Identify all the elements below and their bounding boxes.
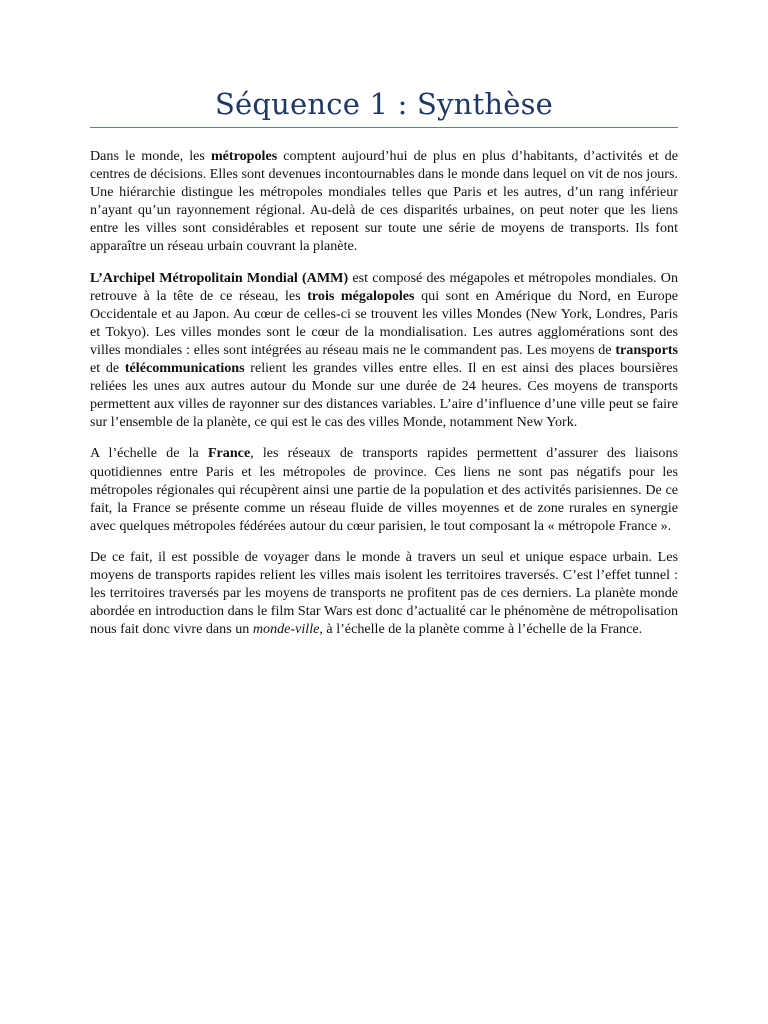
paragraph-text: comptent aujourd’hui de plus en plus d’habitants, d’activités et de centres de décisions. Elles sont devenues incontournables dans le monde dans lequel on vit de nos jours. Une hiérarchie distingue les métropoles mondiales telles que Paris et les autres, d’un rang inférieur n’ayant qu’un rayonnement régional. Au-delà de ces disparités urbaines, on peut noter que les liens entre les villes sont considérables et reposent sur toute une série de moyens de transports. Ils font apparaître un réseau urbain couvrant la planète. bbox=[90, 148, 678, 255]
bold-term: trois mégalopoles bbox=[307, 287, 415, 304]
paragraph-text: , les réseaux de transports rapides permettent d’assurer des liaisons quotidiennes entre Paris et les métropoles de province. Ces liens ne sont pas négatifs pour les métropoles régionales qui récupèrent ainsi une partie de la population et des activités parisiennes. De ce fait, la France se présente comme un réseau fluide de villes moyennes et de zone rurales en synergie avec quelques métropoles fédérées autour du cœur parisien, le tout composant la « métropole France ». bbox=[90, 445, 678, 534]
paragraph-text: est composé des mégapoles et métropoles mondiales. On retrouve à la tête de ce réseau, les bbox=[90, 269, 678, 304]
italic-term: monde-ville bbox=[252, 621, 320, 638]
paragraph-text: relient les grandes villes entre elles. Il en est ainsi des places boursières reliées les unes aux autres autour du Monde sur une durée de 24 heures. Ces moyens de transports permettent aux villes de rayonner sur des distances variables. L’aire d’influence d’une ville peut se faire sur l’ensemble de la planète, ce qui est le cas des villes Monde, notamment New York. bbox=[90, 360, 678, 431]
paragraph bbox=[90, 444, 678, 534]
document-body bbox=[90, 147, 678, 638]
paragraph bbox=[90, 147, 678, 256]
paragraph-text: qui sont en Amérique du Nord, en Europe Occidentale et au Japon. Au cœur de celles-ci se trouvent les villes Mondes (New York, Londres, Paris et Tokyo). Les villes mondes sont le cœur de la mondialisation. Les autres agglomérations sont des villes mondiales : elles sont intégrées au réseau mais ne le commandent pas. Les moyens de bbox=[90, 287, 679, 358]
page-title: Séquence 1 : Synthèse bbox=[214, 87, 554, 121]
paragraph-text: , à l’échelle de la planète comme à l’échelle de la France. bbox=[319, 621, 643, 638]
bold-term: métropoles bbox=[210, 148, 278, 164]
bold-term: transports bbox=[615, 341, 678, 358]
bold-term: télécommunications bbox=[124, 360, 245, 377]
bold-term: L’Archipel Métropolitain Mondial (AMM) bbox=[90, 269, 349, 286]
document-page bbox=[90, 84, 678, 651]
paragraph-text: et de bbox=[90, 360, 125, 377]
paragraph bbox=[90, 269, 678, 432]
title-divider bbox=[90, 127, 678, 128]
paragraph-text: Dans le monde, les bbox=[90, 148, 211, 164]
paragraph-text: De ce fait, il est possible de voyager dans le monde à travers un seul et unique espace urbain. Les moyens de transports rapides relient les villes mais isolent les territoires traversés. C’est l’effet tunnel : les territoires traversés par les moyens de transports ne profitent pas de ces derniers. La planète monde abordée en introduction dans le film Star Wars est donc d’actualité car le phénomène de métropolisation nous fait donc vivre dans un bbox=[90, 548, 678, 638]
bold-term: France bbox=[207, 445, 251, 462]
paragraph-text: A l’échelle de la bbox=[90, 445, 208, 462]
paragraph bbox=[90, 548, 678, 638]
